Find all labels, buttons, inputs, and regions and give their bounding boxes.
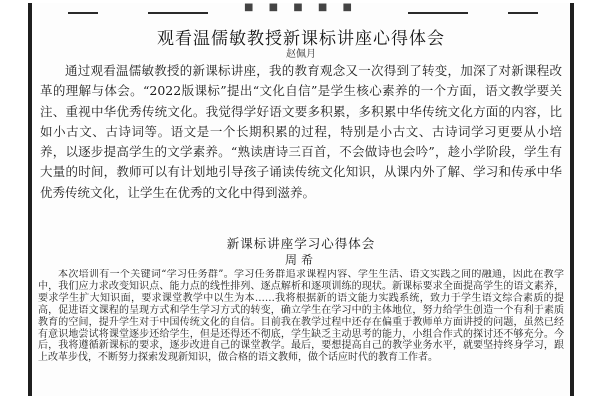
article-title: 观看温儒敏教授新课标讲座心得体会 bbox=[157, 29, 445, 49]
article-body: 通过观看温儒敏教授的新课标讲座，我的教育观念又一次得到了转变，加深了对新课程改革的理解与体会。“2022版课标”提出“文化自信”是学生核心素养的一个方面，语文教学要关注、重视中华优秀传统文化。我觉得学好语文要多积累，多积累中华传统文化方面的内容，比如小古文、古诗词等。语文是一个长期积累的过程，特别是小古文、古诗词学习更要从小培养，以逐步提高学生的文学素养。“熟读唐诗三百首，不会做诗也会吟”，趁小学阶段，学生有大量的时间，教师可以有计划地引导孩子诵读传统文化知识，从课内外了解、学习和传承中华优秀传统文化，让学生在优秀的文化中得到滋养。 bbox=[40, 63, 562, 200]
second-article-body: 本次培训有一个关键词“学习任务群”。学习任务群追求课程内容、学生生活、语文实践之间的融通，因此在教学中，我们应力求改变知识点、能力点的线性排列、逐点解析和逐项训练的现状。新课标要求全面提高学生的语文素养，要求学生扩大知识面，要求课堂教学中以生为本……我将根据新的语文能力实践系统，致力于学生语文综合素质的提高，促进语文课程的呈现方式和学生学习方式的转变，确立学生在学习中的主体地位，努力给学生创造一个有利于素质教育的空间，提升学生对于中国传统文化的自信。目前我在教学过程中还存在偏重于教师单方面讲授的问题，虽然已经有意识地尝试将课堂逐步还给学生，但是还得还不彻底，学生缺乏主动思考的能力，小组合作式的探讨还不够充分。今后，我将遵循新课标的要求，逐步改进自己的课堂教学。最后，要想提高自己的教学业务水平，就要坚持终身学习，跟上改革步伐，不断努力探索发现新知识，做合格的语文教师，做个话应时代的教育工作者。 bbox=[38, 269, 564, 364]
second-article-title: 新课标讲座学习心得体会 bbox=[226, 236, 376, 251]
left-border bbox=[28, 3, 32, 396]
article-author: 赵佩月 bbox=[286, 49, 316, 60]
right-border bbox=[570, 3, 574, 396]
second-article-author: 周希 bbox=[284, 253, 317, 267]
document-page bbox=[28, 3, 574, 396]
header-mark: ■ ■ ■ ■ ■ bbox=[244, 3, 358, 13]
